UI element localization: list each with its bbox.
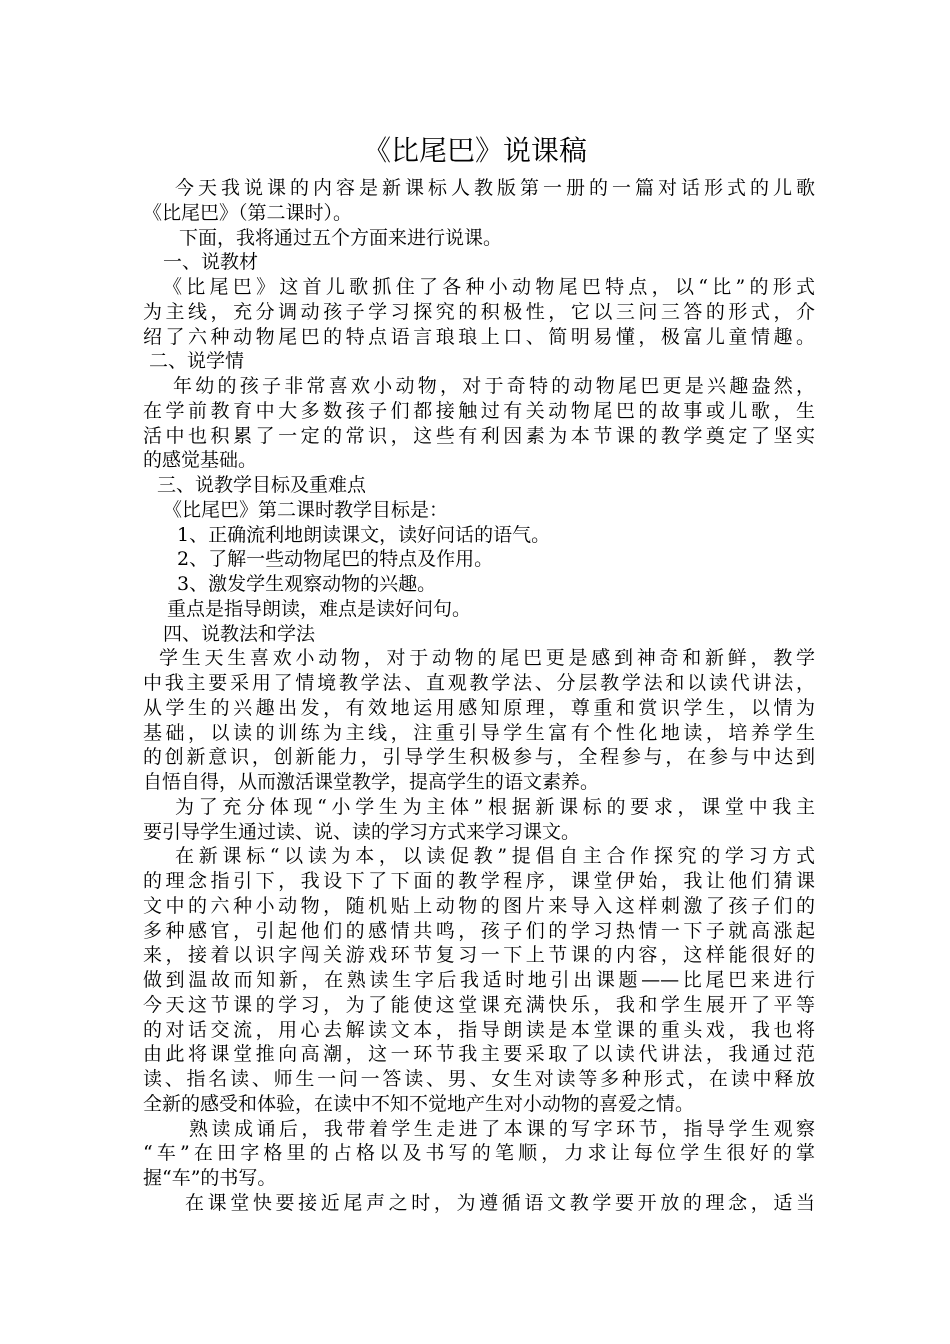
paragraph-line: 握“车”的书写。 xyxy=(143,1167,277,1189)
paragraph-line: 《比尾巴》这首儿歌抓住了各种小动物尾巴特点，以“比”的形式 xyxy=(163,276,815,298)
document-body xyxy=(143,176,815,1216)
paragraph-line: 活中也积累了一定的常识，这些有利因素为本节课的教学奠定了坚实 xyxy=(143,424,815,447)
section-heading: 四、说教法和学法 xyxy=(163,622,316,645)
section-heading: 一、说教材 xyxy=(163,251,259,274)
paragraph-line: 在新课标“以读为本，以读促教”提倡自主合作探究的学习方式 xyxy=(175,845,815,868)
paragraph-line: 重点是指导朗读，难点是读好问句。 xyxy=(167,597,472,620)
paragraph-line: 为了充分体现“小学生为主体”根据新课标的要求，课堂中我主 xyxy=(175,795,815,818)
paragraph-line: 要引导学生通过读、说、读的学习方式来学习课文。 xyxy=(143,820,581,843)
paragraph-line: 在学前教育中大多数孩子们都接触过有关动物尾巴的故事或儿歌，生 xyxy=(143,399,815,422)
paragraph-line: 来，接着以识字闯关游戏环节复习一下上节课的内容，这样能很好的 xyxy=(143,944,815,967)
paragraph-line: 做到温故而知新，在熟读生字后我适时地引出课题——比尾巴来进行 xyxy=(143,969,815,991)
paragraph-line: 绍了六种动物尾巴的特点语言琅琅上口、简明易懂，极富儿童情趣。 xyxy=(143,325,815,348)
paragraph-line: 年幼的孩子非常喜欢小动物，对于奇特的动物尾巴更是兴趣盎然， xyxy=(173,375,815,397)
paragraph-line: 的理念指引下，我设下了下面的教学程序，课堂伊始，我让他们猜课 xyxy=(143,870,815,892)
paragraph-line: 的感觉基础。 xyxy=(143,449,258,472)
list-item: 3、激发学生观察动物的兴趣。 xyxy=(177,573,437,595)
paragraph-line: 自悟自得，从而激活课堂教学，提高学生的语文素养。 xyxy=(143,771,600,793)
section-heading: 三、说教学目标及重难点 xyxy=(157,474,367,496)
paragraph-line: 下面，我将通过五个方面来进行说课。 xyxy=(179,226,503,249)
paragraph-line: “车”在田字格里的占格以及书写的笔顺，力求让每位学生很好的掌 xyxy=(143,1142,815,1165)
paragraph-line: 读、指名读、师生一问一答读、男、女生对读等多种形式，在读中释放 xyxy=(143,1068,815,1090)
paragraph-line: 中我主要采用了情境教学法、直观教学法、分层教学法和以读代讲法， xyxy=(143,672,815,694)
paragraph-line: 文中的六种小动物，随机贴上动物的图片来导入这样刺激了孩子们的 xyxy=(143,894,815,917)
list-item: 2、了解一些动物尾巴的特点及作用。 xyxy=(177,548,494,571)
paragraph-line: 全新的感受和体验，在读中不知不觉地产生对小动物的喜爱之情。 xyxy=(143,1092,695,1115)
paragraph-line: 在课堂快要接近尾声之时，为遵循语文教学要开放的理念，适当 xyxy=(185,1191,815,1214)
paragraph-line: 的对话交流，用心去解读文本，指导朗读是本堂课的重头戏，我也将 xyxy=(143,1018,815,1041)
paragraph-line: 学生天生喜欢小动物，对于动物的尾巴更是感到神奇和新鲜，教学 xyxy=(159,647,815,670)
list-item: 1、正确流利地朗读课文，读好问话的语气。 xyxy=(177,523,551,546)
paragraph-line: 今天我说课的内容是新课标人教版第一册的一篇对话形式的儿歌 xyxy=(175,177,815,199)
paragraph-line: 多种感官，引起他们的感情共鸣，孩子们的学习热情一下子就高涨起 xyxy=(143,919,815,942)
paragraph-line: 熟读成诵后，我带着学生走进了本课的写字环节，指导学生观察 xyxy=(189,1117,815,1140)
paragraph-line: 从学生的兴趣出发，有效地运用感知原理，尊重和赏识学生，以情为 xyxy=(143,696,815,719)
paragraph-line: 为主线，充分调动孩子学习探究的积极性，它以三问三答的形式，介 xyxy=(143,300,815,323)
document-title: 《比尾巴》说课稿 xyxy=(362,134,587,167)
paragraph-line: 今天这节课的学习，为了能使这堂课充满快乐，我和学生展开了平等 xyxy=(143,993,815,1016)
paragraph-line: 《比尾巴》第二课时教学目标是： xyxy=(163,498,449,521)
paragraph-line: 基础，以读的训练为主线，注重引导学生富有个性化地读，培养学生 xyxy=(143,721,815,744)
section-heading: 二、说学情 xyxy=(149,350,245,373)
paragraph-line: 《比尾巴》（第二课时）。 xyxy=(143,201,353,224)
paragraph-line: 由此将课堂推向高潮，这一环节我主要采取了以读代讲法，我通过范 xyxy=(143,1043,815,1066)
paragraph-line: 的创新意识，创新能力，引导学生积极参与，全程参与，在参与中达到 xyxy=(143,746,815,769)
